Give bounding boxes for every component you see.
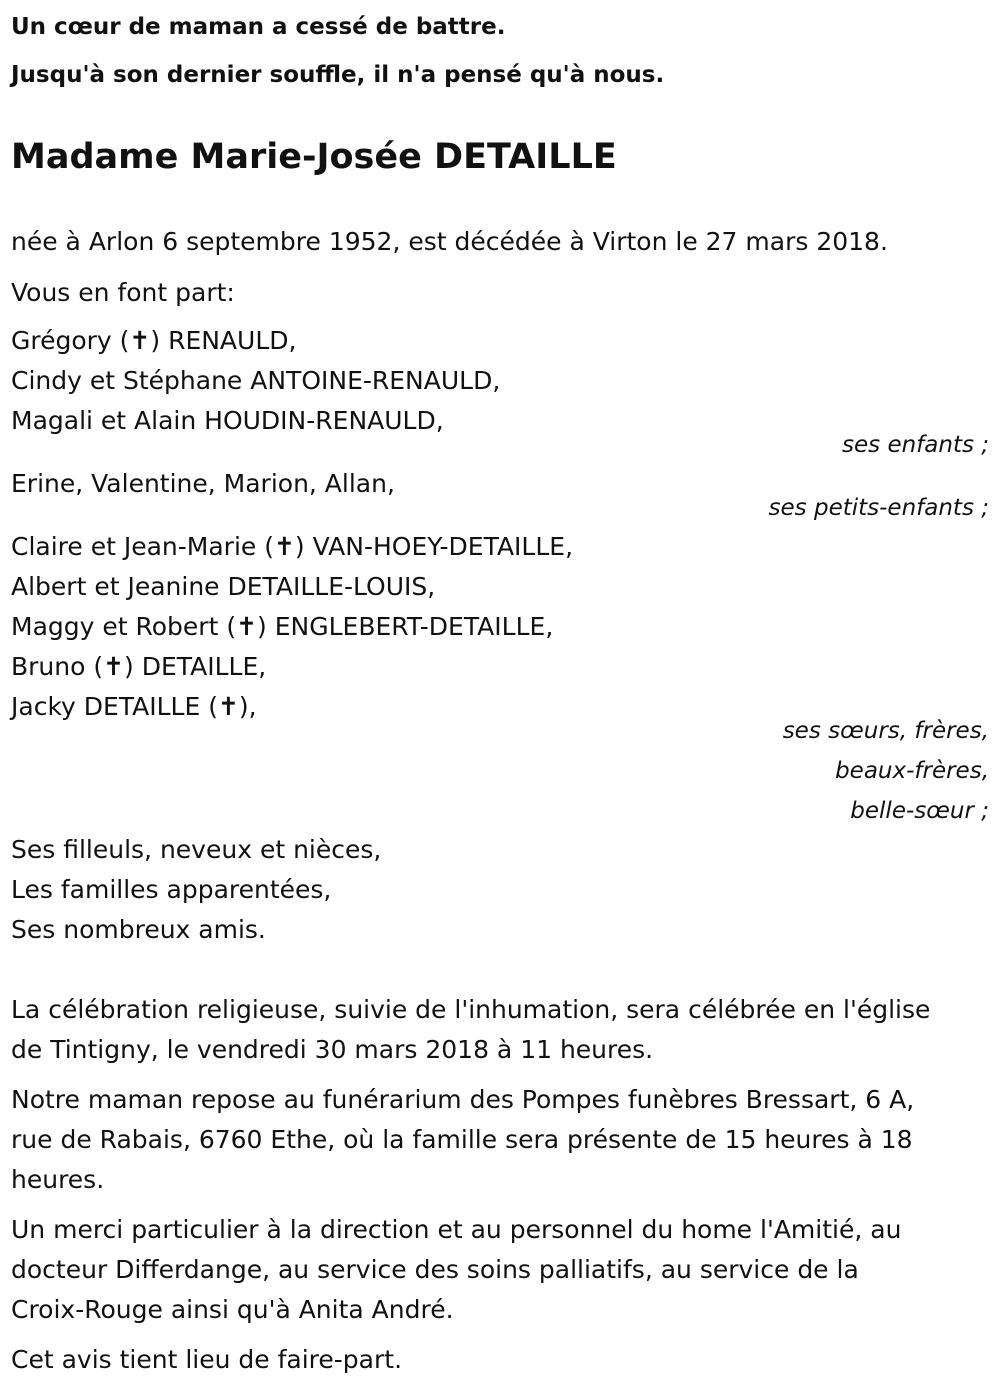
closing-line: Cet avis tient lieu de faire-part.: [11, 1345, 403, 1374]
siblings-line: Claire et Jean-Marie (✝) VAN-HOEY-DETAILLE,: [11, 532, 574, 561]
relation-grandchildren: ses petits-enfants ;: [768, 495, 989, 521]
ceremony-line: La célébration religieuse, suivie de l'inhumation, sera célébrée en l'église: [11, 995, 931, 1024]
children-line: Cindy et Stéphane ANTOINE-RENAULD,: [11, 366, 501, 395]
others-line: Ses nombreux amis.: [11, 915, 266, 944]
relation-children: ses enfants ;: [842, 432, 989, 458]
siblings-line: Maggy et Robert (✝) ENGLEBERT-DETAILLE,: [11, 612, 554, 641]
grandchildren-line: Erine, Valentine, Marion, Allan,: [11, 469, 395, 498]
deceased-name: Madame Marie-Josée DETAILLE: [11, 137, 617, 177]
header-line-2: Jusqu'à son dernier souffle, il n'a pensé qu'à nous.: [11, 62, 665, 88]
repose-line: rue de Rabais, 6760 Ethe, où la famille sera présente de 15 heures à 18: [11, 1125, 913, 1154]
children-line: Magali et Alain HOUDIN-RENAULD,: [11, 406, 444, 435]
relation-siblings: ses sœurs, frères,: [782, 718, 989, 744]
thanks-line: Un merci particulier à la direction et au personnel du home l'Amitié, au: [11, 1215, 902, 1244]
header-line-1: Un cœur de maman a cessé de battre.: [11, 14, 506, 40]
siblings-line: Bruno (✝) DETAILLE,: [11, 652, 267, 681]
birth-death-line: née à Arlon 6 septembre 1952, est décédée à Virton le 27 mars 2018.: [11, 227, 888, 256]
relation-siblings: beaux-frères,: [835, 758, 989, 784]
repose-line: heures.: [11, 1165, 105, 1194]
siblings-line: Albert et Jeanine DETAILLE-LOUIS,: [11, 572, 436, 601]
thanks-line: docteur Differdange, au service des soins palliatifs, au service de la: [11, 1255, 859, 1284]
repose-line: Notre maman repose au funérarium des Pompes funèbres Bressart, 6 A,: [11, 1085, 915, 1114]
thanks-line: Croix-Rouge ainsi qu'à Anita André.: [11, 1295, 454, 1324]
children-line: Grégory (✝) RENAULD,: [11, 326, 297, 355]
intro-line: Vous en font part:: [11, 278, 235, 307]
siblings-line: Jacky DETAILLE (✝),: [11, 692, 257, 721]
relation-siblings: belle-sœur ;: [850, 798, 989, 824]
ceremony-line: de Tintigny, le vendredi 30 mars 2018 à 11 heures.: [11, 1035, 654, 1064]
others-line: Ses filleuls, neveux et nièces,: [11, 835, 382, 864]
others-line: Les familles apparentées,: [11, 875, 332, 904]
